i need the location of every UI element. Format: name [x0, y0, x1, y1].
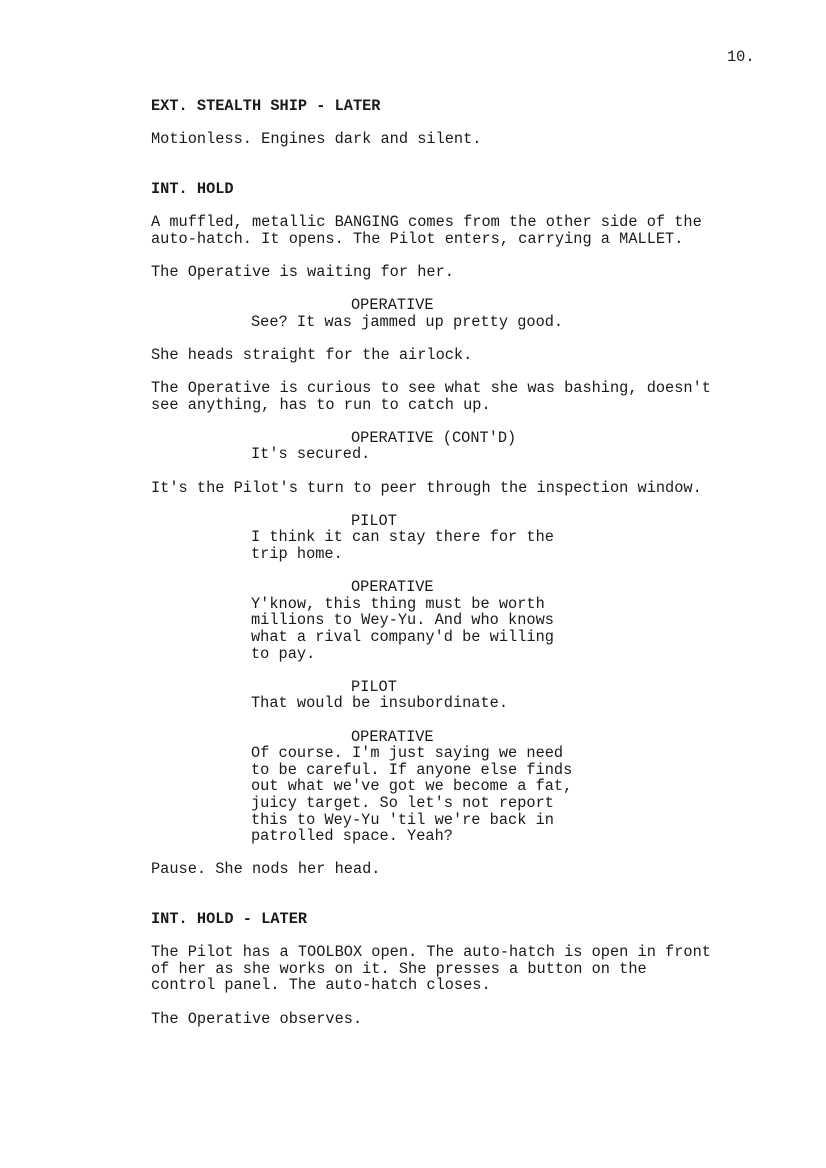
action-line: auto-hatch. It opens. The Pilot enters, carrying a MALLET. — [151, 229, 684, 248]
character-name: OPERATIVE — [351, 578, 434, 597]
dialogue-line: patrolled space. Yeah? — [251, 827, 453, 846]
action-line: Motionless. Engines dark and silent. — [151, 130, 482, 149]
dialogue-line: I think it can stay there for the — [251, 528, 554, 547]
action-line: She heads straight for the airlock. — [151, 345, 473, 364]
scene-heading: EXT. STEALTH SHIP - LATER — [151, 97, 381, 115]
action-line: The Pilot has a TOOLBOX open. The auto-hatch is open in front — [151, 943, 711, 962]
dialogue-line: juicy target. So let's not report — [251, 793, 554, 812]
screenplay-body — [151, 98, 751, 1027]
action-line: It's the Pilot's turn to peer through the inspection window. — [151, 478, 702, 497]
dialogue-line: It's secured. — [251, 445, 371, 464]
dialogue-line: Of course. I'm just saying we need — [251, 744, 564, 763]
page-number: 10. — [727, 48, 755, 66]
dialogue-line: out what we've got we become a fat, — [251, 777, 573, 796]
action-line: The Operative observes. — [151, 1009, 363, 1028]
dialogue-line: That would be insubordinate. — [251, 694, 509, 713]
scene-heading: INT. HOLD - LATER — [151, 910, 308, 929]
dialogue-line: Y'know, this thing must be worth — [251, 594, 545, 613]
dialogue-line: millions to Wey-Yu. And who knows — [251, 611, 554, 630]
scene-heading: INT. HOLD — [151, 179, 234, 198]
action-line: Pause. She nods her head. — [151, 860, 381, 879]
dialogue-line: this to Wey-Yu 'til we're back in — [251, 810, 554, 829]
dialogue-line: trip home. — [251, 545, 343, 564]
action-line: see anything, has to run to catch up. — [151, 395, 491, 414]
dialogue-line: to pay. — [251, 644, 316, 663]
character-name: OPERATIVE (CONT'D) — [351, 428, 517, 447]
character-name: OPERATIVE — [351, 727, 434, 746]
action-line: The Operative is curious to see what she was bashing, doesn't — [151, 379, 711, 398]
action-line: The Operative is waiting for her. — [151, 262, 454, 281]
action-line: of her as she works on it. She presses a button on the — [151, 959, 647, 978]
character-name: PILOT — [351, 511, 397, 530]
action-line: control panel. The auto-hatch closes. — [151, 976, 491, 995]
dialogue-line: See? It was jammed up pretty good. — [251, 312, 564, 331]
character-name: OPERATIVE — [351, 296, 434, 315]
action-line: A muffled, metallic BANGING comes from the other side of the — [151, 213, 702, 232]
character-name: PILOT — [351, 677, 397, 696]
dialogue-line: what a rival company'd be willing — [251, 628, 554, 646]
dialogue-line: to be careful. If anyone else finds — [251, 760, 573, 779]
